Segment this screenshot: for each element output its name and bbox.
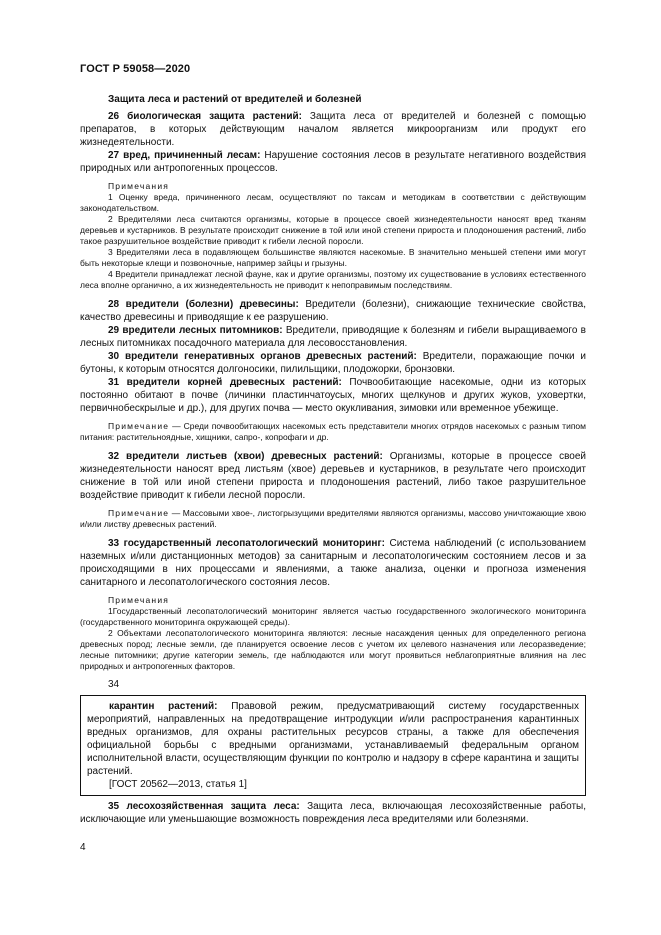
term-32-name: 32 вредители листьев (хвои) древесных растений: <box>108 451 383 462</box>
term-30-name: 30 вредители генеративных органов древесных растений: <box>108 351 417 362</box>
term-32 <box>80 450 586 502</box>
note-32-heading: Примечание <box>108 508 170 518</box>
term-33 <box>80 537 586 589</box>
term-30 <box>80 350 586 376</box>
note-27-4: 4 Вредители принадлежат лесной фауне, как и другие организмы, поэтому их существование в условиях естественного леса вполне органично, а их жизнедеятельность не приводит к непоправимым последствиям. <box>80 269 586 290</box>
notes-27-heading: Примечания <box>108 181 170 191</box>
note-31-text: — Среди почвообитающих насекомых есть представители многих отрядов насекомых с разным типом питания: растительноядные, хищники, сапро-, копрофаги и др. <box>80 421 586 442</box>
term-31-name: 31 вредители корней древесных растений: <box>108 377 342 388</box>
term-33-definition: Система наблюдений (с использованием наземных и/или дистанционных методов) за санитарным и лесопатологическим состоянием лесов и за происходящими в них процессами и явлениями, а также анализа, оценки и прогноза изменения санитарного и лесопатологического состояния лесов. <box>80 538 586 588</box>
term-26-definition: Защита леса от вредителей и болезней с помощью препаратов, в которых действующим началом является микроорганизм или продукт его жизнедеятельности. <box>80 111 586 148</box>
term-35-name: 35 лесохозяйственная защита леса: <box>108 801 300 812</box>
term-34-box <box>80 695 586 796</box>
term-28-name: 28 вредители (болезни) древесины: <box>108 299 299 310</box>
term-26-name: 26 биологическая защита растений: <box>108 111 302 122</box>
term-34 <box>87 700 579 778</box>
note-31 <box>80 421 586 443</box>
note-32-text: — Массовыми хвое-, листогрызущими вредителями являются организмы, массово уничтожающие хвою и/или листву древесных растений. <box>80 508 586 529</box>
term-35 <box>80 800 586 826</box>
term-29-name: 29 вредители лесных питомников: <box>108 325 283 336</box>
term-28-definition: Вредители (болезни), снижающие технические свойства, качество древесины и приводящие к ее разрушению. <box>80 299 586 323</box>
term-33-name: 33 государственный лесопатологический мониторинг: <box>108 538 385 549</box>
term-26 <box>80 110 586 149</box>
note-33-1: 1Государственный лесопатологический мониторинг является частью государственного экологического мониторинга (государственного мониторинга окружающей среды). <box>80 606 586 627</box>
note-31-heading: Примечание <box>108 421 170 431</box>
term-31 <box>80 376 586 415</box>
term-34-number: 34 <box>108 679 120 690</box>
document-header: ГОСТ Р 59058—2020 <box>80 63 191 75</box>
note-32 <box>80 508 586 530</box>
note-27-3: 3 Вредителями леса в подавляющем большинстве являются насекомые. В значительно меньшей степени ими могут быть некоторые клещи и позвоночные, например зайцы и грызуны. <box>80 247 586 268</box>
term-29 <box>80 324 586 350</box>
term-29-definition: Вредители, приводящие к болезням и гибели выращиваемого в лесных питомниках посадочного материала для лесовосстановления. <box>80 325 586 349</box>
term-27 <box>80 149 586 175</box>
term-34-name: карантин растений: <box>109 701 218 712</box>
term-27-name: 27 вред, причиненный лесам: <box>108 150 261 161</box>
term-28 <box>80 298 586 324</box>
page-number: 4 <box>80 842 86 853</box>
note-27-2: 2 Вредителями леса считаются организмы, которые в процессе своей жизнедеятельности наносят вред тканям деревьев и кустарников. В результате происходит снижение в той или иной степени прироста и плодоношения растений, либо такое разрушительное воздействие приводит к гибели лесной поросли. <box>80 214 586 246</box>
notes-33-heading: Примечания <box>108 595 170 605</box>
term-34-definition: Правовой режим, предусматривающий систему государственных мероприятий, направленных на предотвращение интродукции и/или распространения карантинных вредных организмов, для охраны растительных ресурсов страны, а также для обеспечения официальной борьбы с вредными организмами, устанавливаемый федеральным органом исполнительной власти, осуществляющим функции по контролю и надзору в сфере карантина и защиты растений. <box>87 701 579 777</box>
note-27-1: 1 Оценку вреда, причиненного лесам, осуществляют по таксам и методикам в соответствии с действующим законодательством. <box>80 192 586 213</box>
section-title: Защита леса и растений от вредителей и болезней <box>108 94 362 105</box>
note-33-2: 2 Объектами лесопатологического мониторинга являются: лесные насаждения ценных для определенного региона древесных пород; лесные земли, где планируется освоение лесов с учетом их целевого назначения или лесоразведение; лесные питомники; другие категории земель, где наблюдаются или могут проявиться неблагоприятные влияния на лес природных и антропогенных факторов. <box>80 628 586 671</box>
term-35-definition: Защита леса, включающая лесохозяйственные работы, исключающие или уменьшающие возможность повреждения леса вредителями или болезнями. <box>80 801 586 825</box>
term-32-definition: Организмы, которые в процессе своей жизнедеятельности наносят вред листьям (хвое) деревьев и кустарников, в результате чего происходит снижение в той или иной степени прироста и плодоношения растений, либо такое разрушительное воздействие приводит к гибели лесной поросли. <box>80 451 586 501</box>
term-31-definition: Почвообитающие насекомые, одни из которых постоянно обитают в почве (личинки пластинчатоусых, многих щелкунов и других жуков, уховертки, первичнобескрылые и др.), для других почва — место окукливания, зимовки или временное убежище. <box>80 377 586 414</box>
term-27-definition: Нарушение состояния лесов в результате негативного воздействия природных или антропогенных процессов. <box>80 150 586 174</box>
term-30-definition: Вредители, поражающие почки и бутоны, к которым относятся долгоносики, пилильщики, плодожорки, бронзовки. <box>80 351 586 375</box>
term-34-source: [ГОСТ 20562—2013, статья 1] <box>109 779 247 790</box>
document-body <box>80 94 586 826</box>
